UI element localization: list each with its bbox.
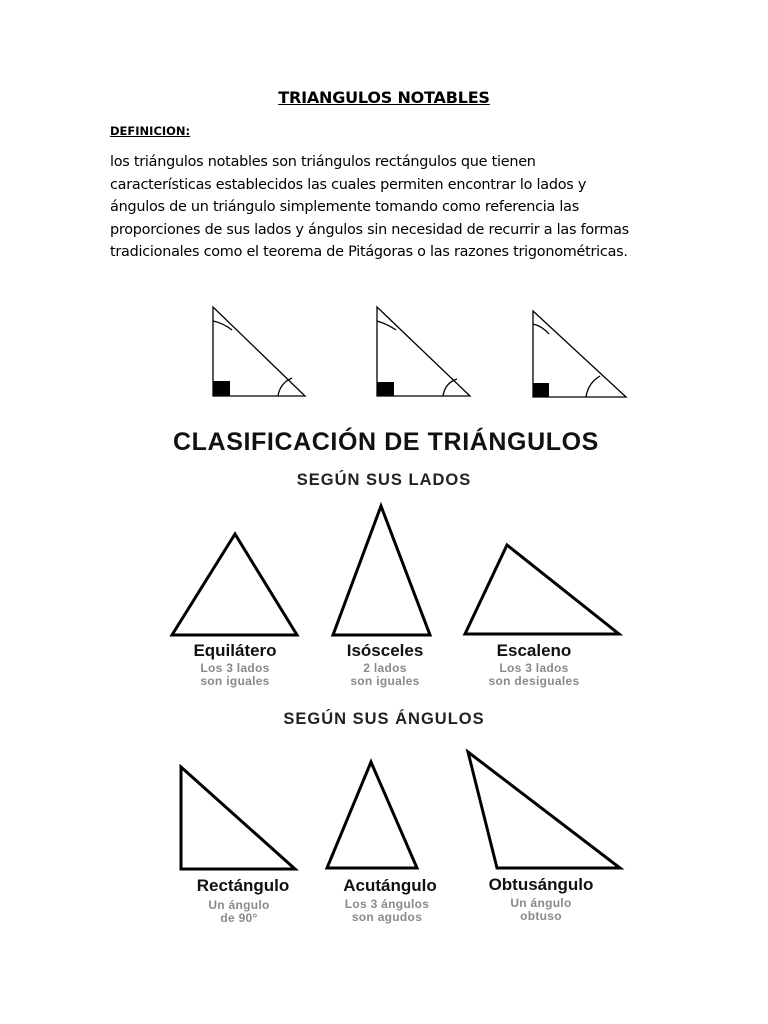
acute-desc: Los 3 ángulos son agudos [344,897,430,924]
isosceles-label: Isósceles [346,641,424,660]
acute-triangle [327,762,417,868]
obtuse-desc: Un ángulo obtuso [510,896,572,923]
equilateral-triangle [172,534,297,635]
notable-triangle [213,307,305,396]
definition-line: tradicionales como el teorema de Pitágoras o las razones trigonométricas. [110,244,628,261]
classification-title: CLASIFICACIÓN DE TRIÁNGULOS [173,428,599,456]
isosceles-triangle [333,506,430,635]
scalene-desc: Los 3 lados son desiguales [488,661,580,688]
scalene-triangle [465,545,619,634]
definition-label: DEFINICION: [110,124,191,138]
definition-line: proporciones de sus lados y ángulos sin necesidad de recurrir a las formas [110,221,629,238]
right-label: Rectángulo [196,876,290,895]
acute-label: Acutángulo [343,876,437,895]
notable-triangle [377,307,470,396]
definition-line: los triángulos notables son triángulos rectángulos que tienen [110,154,536,170]
obtuse-label: Obtusángulo [488,875,594,894]
definition-line: características establecidos las cuales permiten encontrar lo lados y [110,176,587,193]
isosceles-desc: 2 lados son iguales [350,661,420,688]
right-triangle [181,767,295,869]
equilateral-desc: Los 3 lados son iguales [200,661,270,688]
by-angles-heading: SEGÚN SUS ÁNGULOS [283,710,485,728]
equilateral-label: Equilátero [193,641,277,660]
obtuse-triangle [468,752,620,868]
page-title: TRIANGULOS NOTABLES [278,88,490,107]
definition-line: ángulos de un triángulo simplemente tomando como referencia las [110,199,579,216]
by-sides-heading: SEGÚN SUS LADOS [296,471,472,489]
scalene-label: Escaleno [496,641,572,660]
notable-triangle [533,311,626,397]
right-desc: Un ángulo de 90° [208,898,270,925]
